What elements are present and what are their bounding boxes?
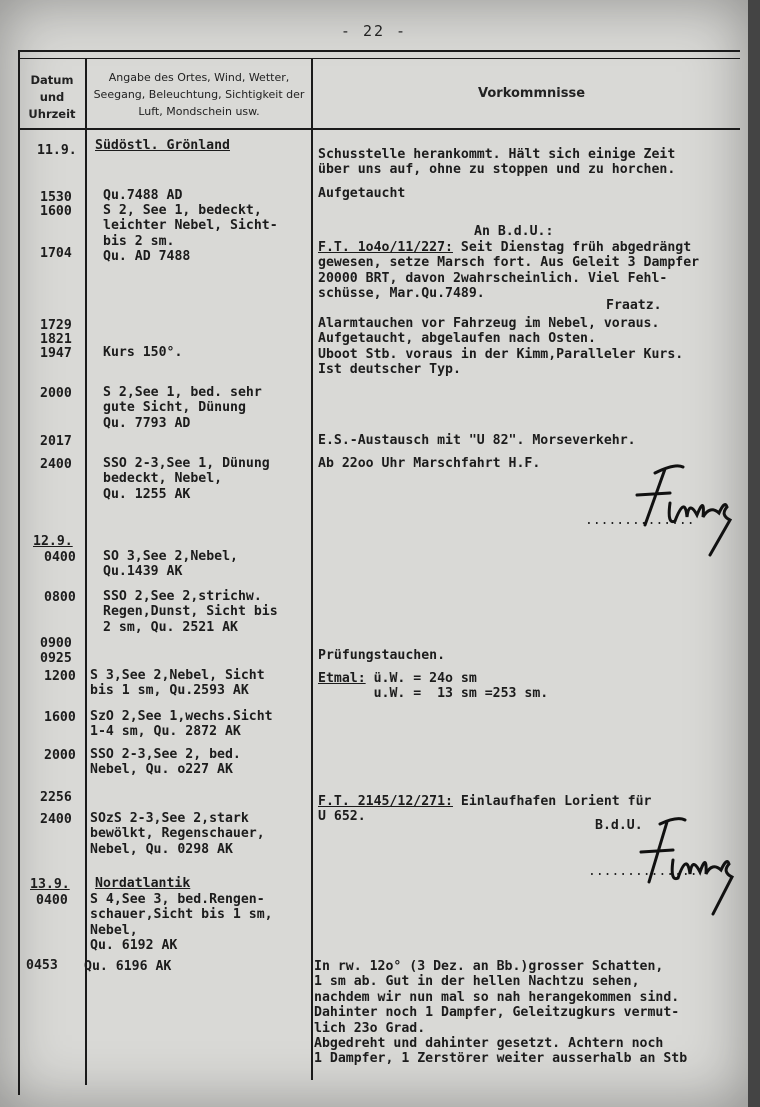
header-datum-text: Datum und Uhrzeit [28,73,76,121]
weather-2000: S 2,See 1, bed. sehr gute Sicht, Dünung Qu. 7793 AD [103,385,262,431]
date-11-9: 11.9. [37,143,77,158]
time-1600: 1600 [40,204,72,219]
weather-1600: S 2, See 1, bedeckt, leichter Nebel, Sicht- bis 2 sm. Qu. AD 7488 [103,203,278,265]
time-0800: 0800 [44,590,76,605]
event-an-bdu: An B.d.U.: [474,224,554,239]
column-divider-2 [311,58,313,1080]
time-1821: 1821 [40,332,72,347]
signature-line-1: .............. [585,513,695,528]
time-1200: 1200 [44,669,76,684]
weather-0800: SSO 2,See 2,strichw. Regen,Dunst, Sicht bis 2 sm, Qu. 2521 AK [103,589,278,635]
ft-2145-text: Einlaufhafen Lorient für U 652. [318,794,652,825]
weather-2000-b: SSO 2-3,See 2, bed. Nebel, Qu. o227 AK [90,747,241,778]
time-1729: 1729 [40,318,72,333]
time-1600-b: 1600 [44,710,76,725]
etmal-label: Etmal: [318,671,366,686]
date-13-9: 13.9. [30,877,70,892]
weather-1200: S 3,See 2,Nebel, Sicht bis 1 sm, Qu.2593 AK [90,668,265,699]
ft-1040-text: Seit Dienstag früh abgedrängt gewesen, setze Marsch fort. Aus Geleit 3 Dampfer 20000 BRT, davon 2wahrscheinlich. Viel Fehl- schüsse, Mar.Qu.7489. [318,240,700,302]
weather-0400: SO 3,See 2,Nebel, Qu.1439 AK [103,549,238,580]
time-0400: 0400 [44,550,76,565]
etmal-values: ü.W. = 24o sm u.W. = 13 sm =253 sm. [373,671,549,702]
event-schatten: In rw. 12o° (3 Dez. an Bb.)grosser Schatten, 1 sm ab. Gut in der hellen Nachtzu sehen, nachdem wir nun mal so nah herangekommen sind. Dahinter noch 1 Dampfer, Geleitzugkurs vermut- lich 23o Grad. Abgedreht und dahinter gesetzt. Achtern noch 1 Dampfer, 1 Zerstörer weiter ausserhalb an Stb [314,959,688,1067]
time-1947: 1947 [40,346,72,361]
event-aufgetaucht: Aufgetaucht [318,186,406,201]
weather-2400: SSO 2-3,See 1, Dünung bedeckt, Nebel, Qu. 1255 AK [103,456,270,502]
time-1530: 1530 [40,190,72,205]
weather-2400-b: SOzS 2-3,See 2,stark bewölkt, Regenschauer, Nebel, Qu. 0298 AK [90,811,265,857]
date-12-9: 12.9. [33,534,73,549]
place-qu-6196: Qu. 6196 AK [84,959,172,974]
signature-line-2: .............. [588,864,698,879]
time-2256: 2256 [40,790,72,805]
header-angabe-text: Angabe des Ortes, Wind, Wetter, Seegang, Beleuchtung, Sichtigkeit der Luft, Mondschein usw. [93,71,305,118]
place-suedoestl-groenland: Südöstl. Grönland [95,138,230,153]
time-2400-b: 2400 [40,812,72,827]
weather-0400-b: S 4,See 3, bed.Rengen- schauer,Sicht bis 1 sm, Nebel, Qu. 6192 AK [90,892,273,954]
time-1704: 1704 [40,246,72,261]
top-rule-thin [18,58,740,59]
time-2000-b: 2000 [44,748,76,763]
event-pruefungstauchen: Prüfungstauchen. [318,648,446,663]
ft-2145-ref: F.T. 2145/12/271: [318,794,453,809]
page-number: - 22 - [340,22,408,40]
event-alarmtauchen: Alarmtauchen vor Fahrzeug im Nebel, voraus. Aufgetaucht, abgelaufen nach Osten. Uboot Stb. voraus in der Kimm,Paralleler Kurs. Ist deutscher Typ. [318,316,684,378]
event-fraatz: Fraatz. [606,298,662,313]
header-vorkommnisse: Vorkommnisse [478,86,586,101]
event-marschfahrt: Ab 22oo Uhr Marschfahrt H.F. [318,456,541,471]
time-0453: 0453 [26,958,58,973]
event-bdu: B.d.U. [595,818,643,833]
event-ft-1040 [318,240,699,302]
handwritten-signature-1 [615,455,745,565]
time-0925: 0925 [40,651,72,666]
header-bottom-rule [18,128,740,130]
time-2017: 2017 [40,434,72,449]
header-datum [22,72,82,123]
event-es-austausch: E.S.-Austausch mit "U 82". Morseverkehr. [318,433,636,448]
course-1947: Kurs 150°. [103,345,183,360]
left-border [18,50,20,1095]
weather-1600-b: SzO 2,See 1,wechs.Sicht 1-4 sm, Qu. 2872 AK [90,709,273,740]
ft-1040-ref: F.T. 1o4o/11/227: [318,240,453,255]
place-nordatlantik: Nordatlantik [95,876,191,891]
time-2000: 2000 [40,386,72,401]
time-2400: 2400 [40,457,72,472]
time-0900: 0900 [40,636,72,651]
page-edge [748,0,760,1107]
event-etmal [318,671,548,702]
handwritten-signature-2 [615,810,745,920]
column-divider-1 [85,58,87,1085]
header-angabe [90,69,308,120]
place-qu-7488: Qu.7488 AD [103,188,183,203]
top-rule [18,50,740,52]
event-schusstelle: Schusstelle herankommt. Hält sich einige Zeit über uns auf, ohne zu stoppen und zu horchen. [318,147,676,178]
time-0400-b: 0400 [36,893,68,908]
